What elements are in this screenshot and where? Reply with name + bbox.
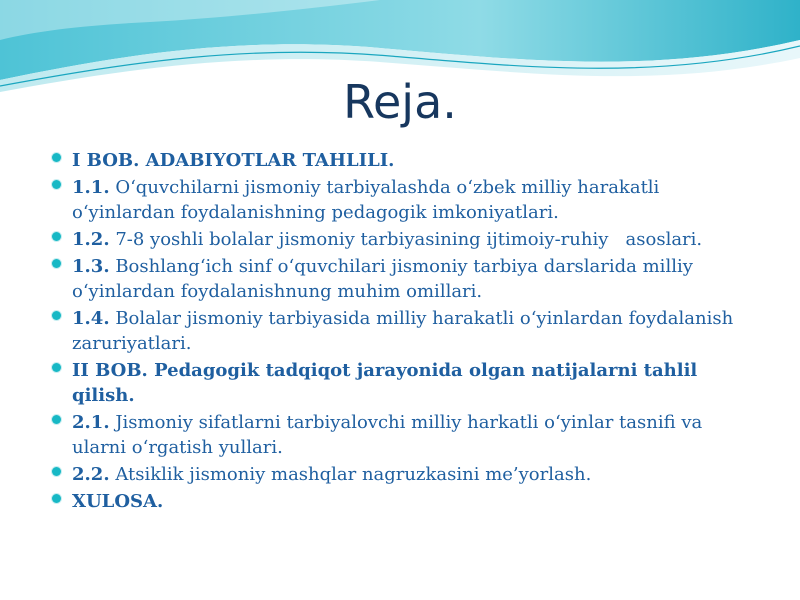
item-number: 1.4.	[72, 308, 110, 329]
item-text: XULOSA.	[72, 491, 164, 512]
item-text: Bolalar jismoniy tarbiyasida milliy harakatli o‘yinlardan foydalanish zaruriyatlari.	[72, 308, 739, 354]
item-text: O‘quvchilarni jismoniy tarbiyalashda o‘zbek milliy harakatli o‘yinlardan foydalanishning pedagogik imkoniyatlari.	[72, 177, 666, 223]
list-item	[48, 175, 748, 225]
list-item	[48, 148, 748, 173]
bullet-icon	[52, 363, 61, 372]
slide-title: Reja.	[343, 75, 457, 129]
bullet-icon	[52, 467, 61, 476]
list-item	[48, 254, 748, 304]
item-number: 1.2.	[72, 229, 110, 250]
item-text: Atsiklik jismoniy mashqlar nagruzkasini me’yorlash.	[109, 464, 592, 485]
item-number: 1.1.	[72, 177, 110, 198]
item-text: II BOB. Pedagogik tadqiqot jarayonida olgan natijalarni tahlil qilish.	[72, 360, 704, 406]
item-text: Jismoniy sifatlarni tarbiyalovchi milliy harkatli o‘yinlar tasnifi va ularni o‘rgatish yullari.	[72, 412, 708, 458]
bullet-icon	[52, 494, 61, 503]
item-number: 2.2.	[72, 464, 110, 485]
bullet-icon	[52, 153, 61, 162]
list-item	[48, 489, 748, 514]
bullet-icon	[52, 415, 61, 424]
item-text: I BOB. ADABIYOTLAR TAHLILI.	[72, 150, 395, 171]
list-item	[48, 358, 748, 408]
list-item	[48, 410, 748, 460]
plan-list	[48, 148, 748, 516]
list-item	[48, 462, 748, 487]
item-number: 1.3.	[72, 256, 110, 277]
list-item	[48, 227, 748, 252]
list-item	[48, 306, 748, 356]
bullet-icon	[52, 232, 61, 241]
item-text: 7-8 yoshli bolalar jismoniy tarbiyasining ijtimoiy-ruhiy asoslari.	[109, 229, 703, 250]
item-number: 2.1.	[72, 412, 110, 433]
bullet-icon	[52, 259, 61, 268]
item-text: Boshlang‘ich sinf o‘quvchilari jismoniy tarbiya darslarida milliy o‘yinlardan foydalanishnung muhim omillari.	[72, 256, 699, 302]
bullet-icon	[52, 180, 61, 189]
bullet-icon	[52, 311, 61, 320]
